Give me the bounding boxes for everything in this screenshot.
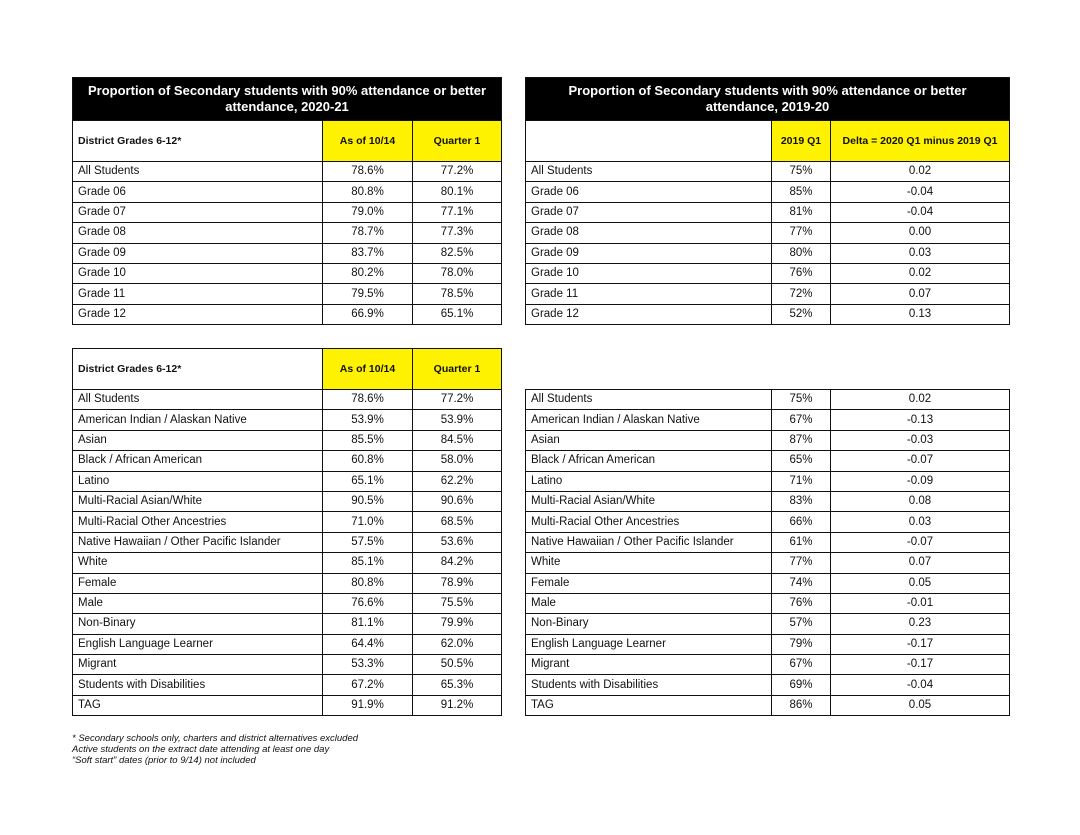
cell-value: 67%	[772, 655, 831, 675]
cell-value: 85.1%	[323, 553, 413, 573]
table-row	[526, 162, 1010, 182]
cell-value: 62.0%	[413, 634, 502, 654]
table-row	[73, 655, 502, 675]
table-row	[526, 390, 1010, 410]
row-label: Migrant	[526, 655, 772, 675]
cell-value: 53.3%	[323, 655, 413, 675]
table-row	[73, 223, 502, 243]
cell-value: -0.09	[831, 471, 1010, 491]
table-row	[526, 491, 1010, 511]
row-label: Grade 12	[526, 304, 772, 324]
row-label: Latino	[73, 471, 323, 491]
cell-value: 0.05	[831, 695, 1010, 715]
footnotes	[72, 733, 358, 766]
row-label: Grade 08	[526, 223, 772, 243]
cell-value: 0.07	[831, 553, 1010, 573]
cell-value: 79%	[772, 634, 831, 654]
row-label: Black / African American	[526, 451, 772, 471]
cell-value: 57%	[772, 614, 831, 634]
table-header-row	[73, 121, 502, 162]
cell-value: 0.02	[831, 263, 1010, 283]
footnote: Active students on the extract date attending at least one day	[72, 744, 330, 755]
table-row	[526, 553, 1010, 573]
column-header-group	[526, 121, 772, 162]
column-header-quarter1: Quarter 1	[413, 121, 502, 162]
table-row	[73, 390, 502, 410]
row-label: Asian	[526, 430, 772, 450]
cell-value: 65.3%	[413, 675, 502, 695]
cell-value: 79.5%	[323, 284, 413, 304]
cell-value: 61%	[772, 532, 831, 552]
cell-value: 86%	[772, 695, 831, 715]
table-row	[526, 593, 1010, 613]
cell-value: 77.1%	[413, 202, 502, 222]
cell-value: -0.13	[831, 410, 1010, 430]
cell-value: 80%	[772, 243, 831, 263]
cell-value: 66%	[772, 512, 831, 532]
cell-value: 0.03	[831, 512, 1010, 532]
row-label: Black / African American	[73, 451, 323, 471]
cell-value: 90.5%	[323, 491, 413, 511]
cell-value: 53.9%	[323, 410, 413, 430]
cell-value: 84.5%	[413, 430, 502, 450]
row-label: Grade 06	[73, 182, 323, 202]
row-label: TAG	[526, 695, 772, 715]
cell-value: 80.1%	[413, 182, 502, 202]
cell-value: 53.9%	[413, 410, 502, 430]
cell-value: 75.5%	[413, 593, 502, 613]
row-label: Native Hawaiian / Other Pacific Islander	[526, 532, 772, 552]
cell-value: 62.2%	[413, 471, 502, 491]
cell-value: 66.9%	[323, 304, 413, 324]
table-title-row	[73, 78, 502, 121]
row-label: English Language Learner	[73, 634, 323, 654]
row-label: White	[73, 553, 323, 573]
cell-value: 0.23	[831, 614, 1010, 634]
table-row	[73, 162, 502, 182]
table-row	[73, 512, 502, 532]
row-label: TAG	[73, 695, 323, 715]
row-label: Grade 12	[73, 304, 323, 324]
row-label: Male	[526, 593, 772, 613]
row-label: Multi-Racial Asian/White	[526, 491, 772, 511]
cell-value: 91.2%	[413, 695, 502, 715]
cell-value: 84.2%	[413, 553, 502, 573]
cell-value: 65.1%	[413, 304, 502, 324]
table-row	[73, 532, 502, 552]
cell-value: 79.9%	[413, 614, 502, 634]
cell-value: 71.0%	[323, 512, 413, 532]
cell-value: 52%	[772, 304, 831, 324]
row-label: All Students	[526, 162, 772, 182]
table-row	[526, 512, 1010, 532]
footnote: * Secondary schools only, charters and district alternatives excluded	[72, 733, 359, 744]
row-label: Students with Disabilities	[73, 675, 323, 695]
cell-value: 60.8%	[323, 451, 413, 471]
row-label: Students with Disabilities	[526, 675, 772, 695]
row-label: All Students	[526, 390, 772, 410]
row-label: Grade 09	[526, 243, 772, 263]
table-row	[73, 304, 502, 324]
row-label: Female	[526, 573, 772, 593]
cell-value: -0.07	[831, 532, 1010, 552]
row-label: Non-Binary	[73, 614, 323, 634]
cell-value: 0.02	[831, 162, 1010, 182]
table-row	[73, 202, 502, 222]
cell-value: -0.03	[831, 430, 1010, 450]
table-row	[526, 304, 1010, 324]
cell-value: 78.7%	[323, 223, 413, 243]
table-row	[73, 614, 502, 634]
table-row	[73, 243, 502, 263]
column-header-as-of: As of 10/14	[323, 349, 413, 390]
table-row	[73, 182, 502, 202]
cell-value: 65.1%	[323, 471, 413, 491]
cell-value: 50.5%	[413, 655, 502, 675]
cell-value: -0.17	[831, 634, 1010, 654]
cell-value: 77%	[772, 553, 831, 573]
row-label: Multi-Racial Other Ancestries	[526, 512, 772, 532]
footnote: “Soft start” dates (prior to 9/14) not included	[72, 755, 256, 766]
table-row	[526, 410, 1010, 430]
table-row	[526, 634, 1010, 654]
table-row	[73, 553, 502, 573]
row-label: Migrant	[73, 655, 323, 675]
table-title: Proportion of Secondary students with 90% attendance or better attendance, 2020-21	[73, 78, 502, 121]
cell-value: 0.00	[831, 223, 1010, 243]
table-row	[526, 223, 1010, 243]
table-row	[526, 284, 1010, 304]
table-title-row	[526, 78, 1010, 121]
cell-value: 76%	[772, 593, 831, 613]
attendance-table-2019-20	[525, 77, 1010, 325]
cell-value: 77.3%	[413, 223, 502, 243]
table-header-row	[526, 121, 1010, 162]
row-label: Native Hawaiian / Other Pacific Islander	[73, 532, 323, 552]
row-label: Grade 06	[526, 182, 772, 202]
table-title: Proportion of Secondary students with 90% attendance or better attendance, 2019-20	[526, 78, 1010, 121]
cell-value: 0.05	[831, 573, 1010, 593]
table-header-row	[73, 349, 502, 390]
column-header-quarter1: Quarter 1	[413, 349, 502, 390]
row-label: Latino	[526, 471, 772, 491]
cell-value: -0.07	[831, 451, 1010, 471]
cell-value: 85%	[772, 182, 831, 202]
cell-value: 79.0%	[323, 202, 413, 222]
table-row	[526, 263, 1010, 283]
table-row	[526, 655, 1010, 675]
row-label: White	[526, 553, 772, 573]
cell-value: 77.2%	[413, 162, 502, 182]
table-row	[73, 284, 502, 304]
row-label: Grade 08	[73, 223, 323, 243]
row-label: Multi-Racial Other Ancestries	[73, 512, 323, 532]
cell-value: 69%	[772, 675, 831, 695]
cell-value: 58.0%	[413, 451, 502, 471]
cell-value: 68.5%	[413, 512, 502, 532]
table-row	[526, 202, 1010, 222]
cell-value: 78.9%	[413, 573, 502, 593]
cell-value: 80.8%	[323, 182, 413, 202]
cell-value: -0.04	[831, 202, 1010, 222]
attendance-table-2020-21	[72, 77, 502, 325]
row-label: Grade 07	[73, 202, 323, 222]
cell-value: 0.03	[831, 243, 1010, 263]
cell-value: 74%	[772, 573, 831, 593]
cell-value: 78.5%	[413, 284, 502, 304]
row-label: American Indian / Alaskan Native	[526, 410, 772, 430]
column-header-2019-q1: 2019 Q1	[772, 121, 831, 162]
cell-value: 53.6%	[413, 532, 502, 552]
table-row	[526, 471, 1010, 491]
cell-value: 0.02	[831, 390, 1010, 410]
table-row	[73, 430, 502, 450]
table-row	[526, 532, 1010, 552]
row-label: Non-Binary	[526, 614, 772, 634]
table-row	[526, 695, 1010, 715]
cell-value: 90.6%	[413, 491, 502, 511]
table-row	[73, 471, 502, 491]
row-label: Male	[73, 593, 323, 613]
table-row	[526, 675, 1010, 695]
table-row	[73, 695, 502, 715]
attendance-groups-table-2020-21	[72, 348, 502, 716]
cell-value: 75%	[772, 390, 831, 410]
cell-value: 76%	[772, 263, 831, 283]
cell-value: 64.4%	[323, 634, 413, 654]
cell-value: 85.5%	[323, 430, 413, 450]
row-label: Grade 10	[526, 263, 772, 283]
cell-value: 80.2%	[323, 263, 413, 283]
row-label: Grade 11	[526, 284, 772, 304]
table-row	[526, 243, 1010, 263]
cell-value: 0.07	[831, 284, 1010, 304]
table-row	[526, 430, 1010, 450]
row-label: Asian	[73, 430, 323, 450]
cell-value: 80.8%	[323, 573, 413, 593]
table-row	[73, 593, 502, 613]
row-label: Grade 07	[526, 202, 772, 222]
cell-value: 78.6%	[323, 390, 413, 410]
cell-value: 76.6%	[323, 593, 413, 613]
table-row	[73, 491, 502, 511]
table-row	[73, 634, 502, 654]
row-label: Female	[73, 573, 323, 593]
cell-value: 57.5%	[323, 532, 413, 552]
cell-value: 87%	[772, 430, 831, 450]
column-header-group: District Grades 6-12*	[73, 349, 323, 390]
table-row	[73, 451, 502, 471]
column-header-group: District Grades 6-12*	[73, 121, 323, 162]
cell-value: 81.1%	[323, 614, 413, 634]
row-label: Grade 09	[73, 243, 323, 263]
table-row	[73, 263, 502, 283]
cell-value: 77%	[772, 223, 831, 243]
attendance-groups-table-2019-20	[525, 389, 1010, 716]
cell-value: 91.9%	[323, 695, 413, 715]
row-label: Multi-Racial Asian/White	[73, 491, 323, 511]
table-row	[73, 410, 502, 430]
cell-value: 78.0%	[413, 263, 502, 283]
row-label: Grade 10	[73, 263, 323, 283]
cell-value: 0.08	[831, 491, 1010, 511]
table-row	[526, 614, 1010, 634]
cell-value: -0.17	[831, 655, 1010, 675]
cell-value: 81%	[772, 202, 831, 222]
table-row	[73, 675, 502, 695]
cell-value: 83%	[772, 491, 831, 511]
cell-value: 67%	[772, 410, 831, 430]
cell-value: -0.04	[831, 182, 1010, 202]
cell-value: 77.2%	[413, 390, 502, 410]
row-label: American Indian / Alaskan Native	[73, 410, 323, 430]
cell-value: 71%	[772, 471, 831, 491]
cell-value: 67.2%	[323, 675, 413, 695]
row-label: All Students	[73, 162, 323, 182]
cell-value: -0.01	[831, 593, 1010, 613]
cell-value: 82.5%	[413, 243, 502, 263]
row-label: Grade 11	[73, 284, 323, 304]
row-label: All Students	[73, 390, 323, 410]
table-row	[526, 451, 1010, 471]
column-header-as-of: As of 10/14	[323, 121, 413, 162]
cell-value: 78.6%	[323, 162, 413, 182]
table-row	[526, 573, 1010, 593]
cell-value: -0.04	[831, 675, 1010, 695]
cell-value: 65%	[772, 451, 831, 471]
table-row	[526, 182, 1010, 202]
cell-value: 72%	[772, 284, 831, 304]
row-label: English Language Learner	[526, 634, 772, 654]
cell-value: 0.13	[831, 304, 1010, 324]
table-row	[73, 573, 502, 593]
cell-value: 75%	[772, 162, 831, 182]
column-header-delta: Delta = 2020 Q1 minus 2019 Q1	[831, 121, 1010, 162]
cell-value: 83.7%	[323, 243, 413, 263]
